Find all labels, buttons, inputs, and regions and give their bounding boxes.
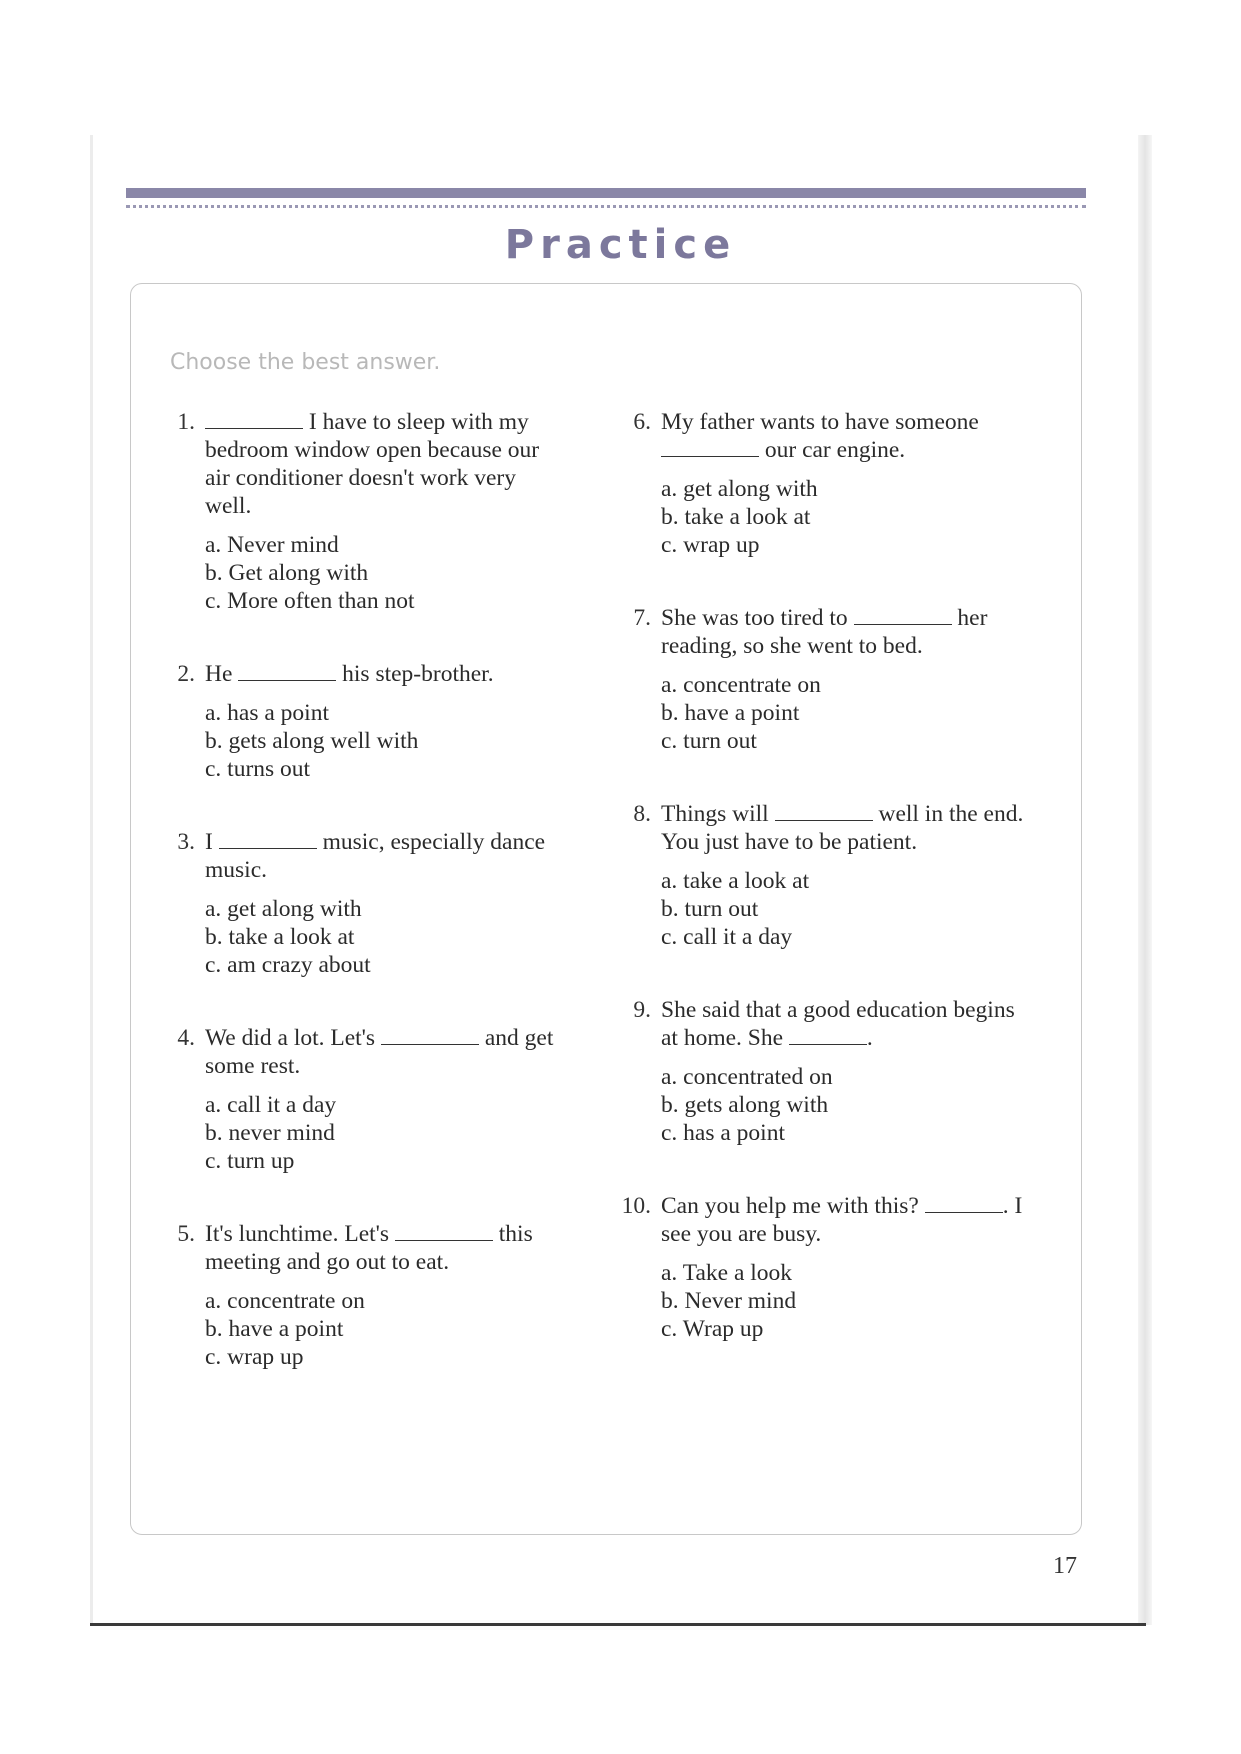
option-b[interactable]: b. have a point xyxy=(205,1316,344,1342)
option-c[interactable]: c. More often than not xyxy=(205,588,415,614)
option-a[interactable]: a. get along with xyxy=(661,476,818,502)
scan-edge-left xyxy=(90,135,93,1625)
option-a[interactable]: a. Never mind xyxy=(205,532,339,558)
options-list xyxy=(205,1091,565,1175)
question-10 xyxy=(617,1192,1037,1343)
option-a[interactable]: a. concentrate on xyxy=(205,1288,365,1314)
question-5 xyxy=(161,1220,565,1371)
question-text: She was too tired to her reading, so she went to bed. xyxy=(661,605,988,659)
question-number: 9. xyxy=(633,997,651,1023)
answer-blank[interactable] xyxy=(661,436,759,457)
answer-blank[interactable] xyxy=(238,660,336,681)
question-number: 4. xyxy=(177,1025,195,1051)
bottom-rule xyxy=(90,1623,1146,1626)
question-text: I music, especially dance music. xyxy=(205,829,546,883)
option-c[interactable]: c. Wrap up xyxy=(661,1316,764,1342)
question-text: My father wants to have someone our car engine. xyxy=(661,409,979,463)
question-text: Can you help me with this? . I see you are busy. xyxy=(661,1193,1023,1247)
question-8 xyxy=(617,800,1037,951)
option-b[interactable]: b. gets along well with xyxy=(205,728,419,754)
option-c[interactable]: c. call it a day xyxy=(661,924,793,950)
answer-blank[interactable] xyxy=(925,1192,1003,1213)
question-6 xyxy=(617,408,1037,559)
option-b[interactable]: b. never mind xyxy=(205,1120,335,1146)
option-c[interactable]: c. turns out xyxy=(205,756,311,782)
scan-edge-right xyxy=(1138,135,1152,1625)
option-c[interactable]: c. am crazy about xyxy=(205,952,371,978)
question-1 xyxy=(161,408,565,615)
answer-blank[interactable] xyxy=(219,828,317,849)
option-b[interactable]: b. gets along with xyxy=(661,1092,829,1118)
answer-blank[interactable] xyxy=(854,604,952,625)
answer-blank[interactable] xyxy=(205,408,303,429)
question-number: 10. xyxy=(621,1193,651,1219)
question-number: 2. xyxy=(177,661,195,687)
option-c[interactable]: c. wrap up xyxy=(205,1344,304,1370)
option-b[interactable]: b. Get along with xyxy=(205,560,369,586)
option-a[interactable]: a. concentrate on xyxy=(661,672,821,698)
question-number: 8. xyxy=(633,801,651,827)
options-list xyxy=(661,671,1037,755)
answer-blank[interactable] xyxy=(775,800,873,821)
options-list xyxy=(205,699,565,783)
question-number: 6. xyxy=(633,409,651,435)
question-text: We did a lot. Let's and get some rest. xyxy=(205,1025,554,1079)
question-number: 1. xyxy=(177,409,195,435)
option-b[interactable]: b. take a look at xyxy=(661,504,811,530)
option-b[interactable]: b. turn out xyxy=(661,896,759,922)
question-9 xyxy=(617,996,1037,1147)
question-text: It's lunchtime. Let's this meeting and go out to eat. xyxy=(205,1221,533,1275)
option-c[interactable]: c. wrap up xyxy=(661,532,760,558)
option-a[interactable]: a. take a look at xyxy=(661,868,810,894)
options-list xyxy=(205,531,565,615)
question-text: He his step-brother. xyxy=(205,661,494,687)
instruction-text: Choose the best answer. xyxy=(170,350,441,375)
answer-blank[interactable] xyxy=(381,1024,479,1045)
option-c[interactable]: c. has a point xyxy=(661,1120,785,1146)
option-b[interactable]: b. take a look at xyxy=(205,924,355,950)
page-number: 17 xyxy=(1053,1553,1077,1579)
answer-blank[interactable] xyxy=(789,1024,867,1045)
option-a[interactable]: a. has a point xyxy=(205,700,329,726)
option-a[interactable]: a. Take a look xyxy=(661,1260,793,1286)
question-7 xyxy=(617,604,1037,755)
answer-blank[interactable] xyxy=(395,1220,493,1241)
option-a[interactable]: a. call it a day xyxy=(205,1092,337,1118)
question-2 xyxy=(161,660,565,783)
option-c[interactable]: c. turn out xyxy=(661,728,757,754)
option-a[interactable]: a. concentrated on xyxy=(661,1064,833,1090)
options-list xyxy=(661,1259,1037,1343)
option-b[interactable]: b. have a point xyxy=(661,700,800,726)
options-list xyxy=(661,1063,1037,1147)
option-c[interactable]: c. turn up xyxy=(205,1148,295,1174)
question-text: Things will well in the end. You just have to be patient. xyxy=(661,801,1024,855)
option-a[interactable]: a. get along with xyxy=(205,896,362,922)
options-list xyxy=(661,867,1037,951)
options-list xyxy=(205,1287,565,1371)
question-number: 3. xyxy=(177,829,195,855)
header-dotted-rule xyxy=(126,205,1086,208)
page-title: Practice xyxy=(504,222,737,268)
question-text: I have to sleep with my bedroom window open because our air conditioner doesn't work very well. xyxy=(205,409,540,519)
question-4 xyxy=(161,1024,565,1175)
option-b[interactable]: b. Never mind xyxy=(661,1288,797,1314)
question-text: She said that a good education begins at home. She . xyxy=(661,997,1015,1051)
question-number: 7. xyxy=(633,605,651,631)
question-number: 5. xyxy=(177,1221,195,1247)
header-band xyxy=(126,188,1086,198)
options-list xyxy=(205,895,565,979)
question-3 xyxy=(161,828,565,979)
options-list xyxy=(661,475,1037,559)
